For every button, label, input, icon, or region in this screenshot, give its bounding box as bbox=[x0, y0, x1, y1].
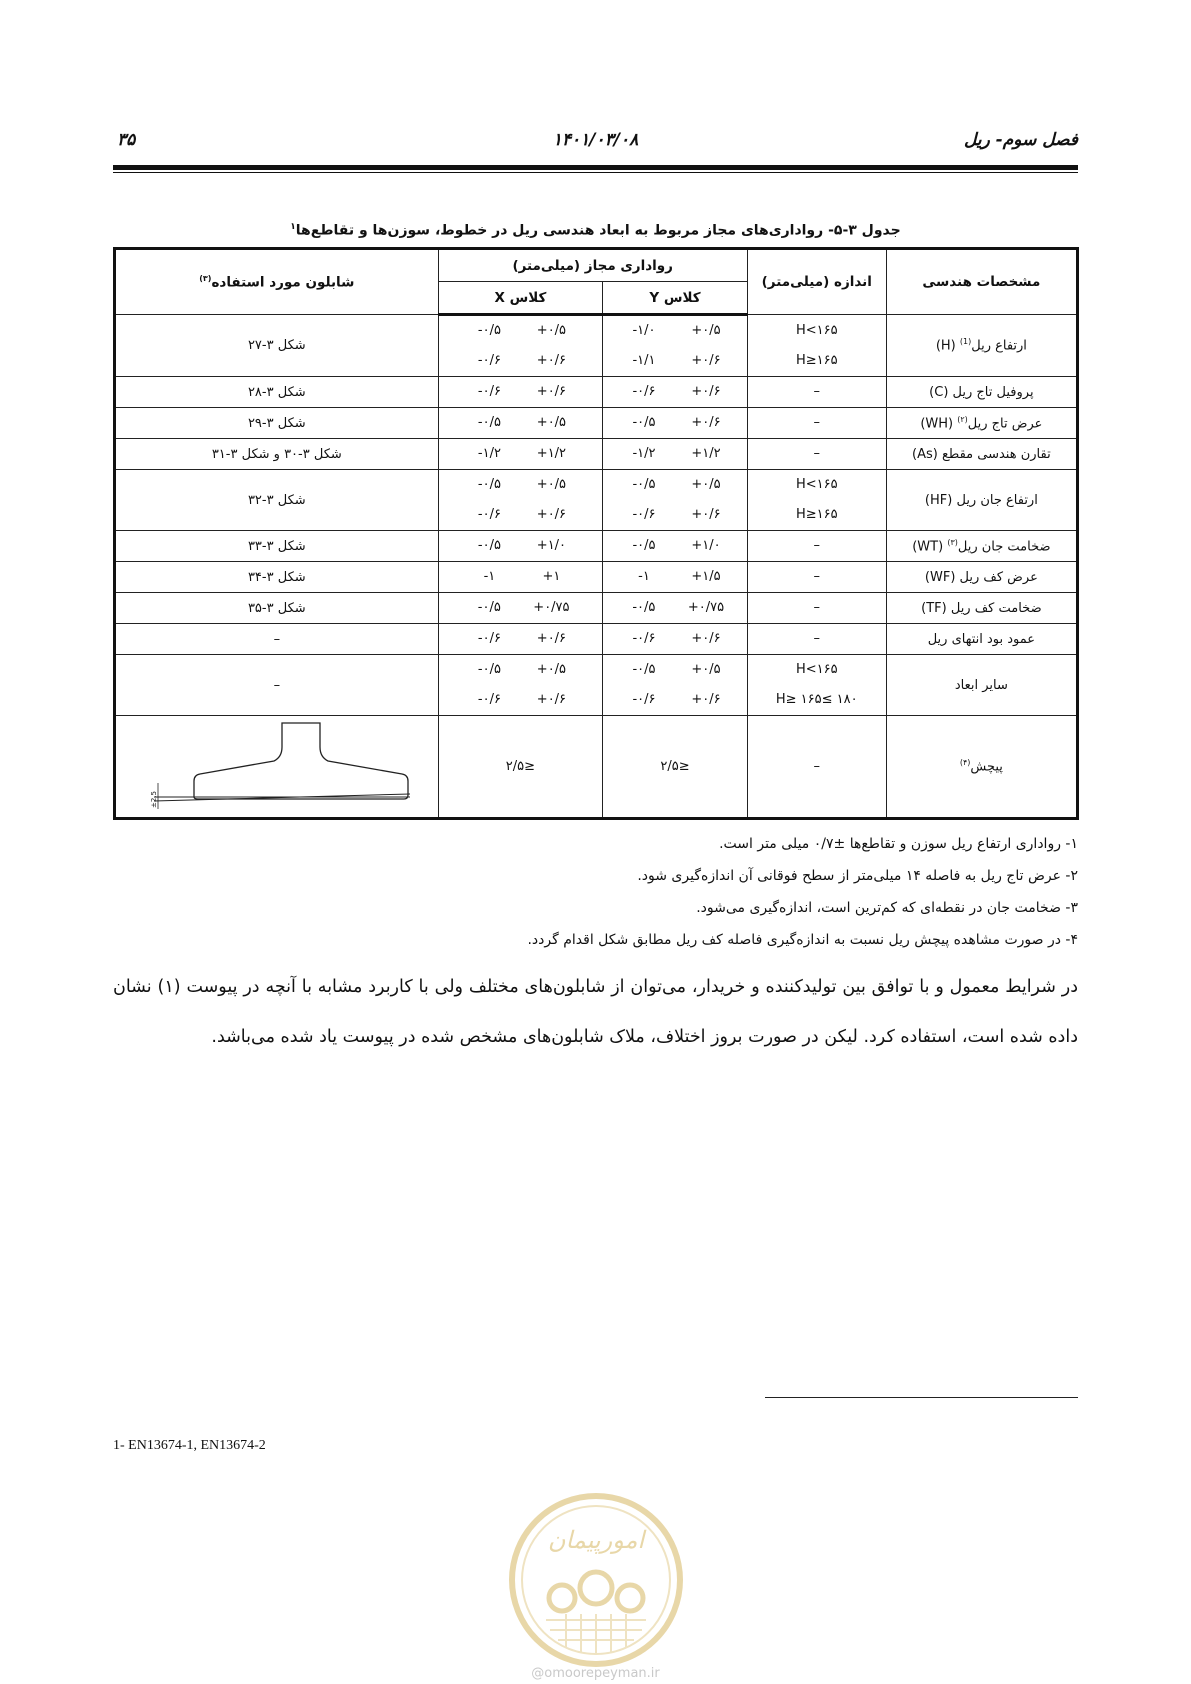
tolerance-line bbox=[439, 439, 603, 469]
property-name: پروفیل تاج ریل bbox=[952, 384, 1034, 400]
property-cell bbox=[886, 439, 1077, 470]
size-value: H≥۱۶۵ bbox=[795, 507, 838, 522]
tolerance-line bbox=[603, 593, 747, 623]
caption-text: جدول ۳-۵- رواداری‌های مجاز مربوط به ابعاد هندسی ریل در خطوط، سوزن‌ها و تقاطع‌ها bbox=[295, 222, 901, 239]
tolerance-class-x-cell bbox=[438, 655, 603, 716]
tolerance-class-y-cell bbox=[603, 655, 748, 716]
table-notes bbox=[113, 828, 1078, 956]
size-value: H<۱۶۵ bbox=[795, 477, 838, 492]
size-value: – bbox=[813, 569, 820, 584]
template-cell: شکل ۳-۳۴ bbox=[115, 562, 439, 593]
caption-footnote-ref: ۱ bbox=[290, 222, 296, 232]
tolerance-line bbox=[439, 377, 603, 407]
tolerance-minus: -۰/۵ bbox=[632, 415, 656, 430]
tolerance-class-y-cell bbox=[603, 408, 748, 439]
tolerance-line bbox=[439, 500, 603, 530]
template-cell: – bbox=[115, 624, 439, 655]
size-cell bbox=[747, 439, 886, 470]
property-name: عرض کف ریل bbox=[959, 569, 1038, 585]
property-cell bbox=[886, 408, 1077, 439]
tolerance-values bbox=[439, 562, 603, 592]
tolerance-values bbox=[603, 316, 747, 376]
tolerance-plus: +۰/۶ bbox=[536, 353, 567, 368]
size-values bbox=[748, 562, 886, 592]
size-value: – bbox=[813, 415, 820, 430]
tolerance-class-y-cell: ≤۲/۵ bbox=[603, 716, 748, 819]
size-values bbox=[748, 624, 886, 654]
tolerance-class-y-cell bbox=[603, 562, 748, 593]
tolerance-minus: -۰/۶ bbox=[477, 507, 501, 522]
tolerance-values bbox=[439, 316, 603, 376]
tolerance-plus: +۰/۵ bbox=[691, 323, 721, 338]
tolerance-class-y-cell bbox=[603, 377, 748, 408]
size-cell bbox=[747, 562, 886, 593]
property-cell bbox=[886, 655, 1077, 716]
tolerance-minus: -۰/۵ bbox=[477, 477, 501, 492]
header-template bbox=[115, 249, 439, 315]
tolerance-line bbox=[603, 439, 747, 469]
size-value: ۱۸۰ ≥H≥ ۱۶۵ bbox=[775, 692, 858, 707]
tolerance-line bbox=[603, 624, 747, 654]
table-body bbox=[115, 315, 1078, 819]
tolerance-line bbox=[439, 531, 603, 561]
size-values bbox=[748, 316, 886, 376]
size-cell bbox=[747, 377, 886, 408]
tolerance-plus: +۰/۶ bbox=[691, 353, 721, 368]
tolerance-line bbox=[603, 346, 747, 376]
property-cell bbox=[886, 470, 1077, 531]
size-cell bbox=[747, 531, 886, 562]
property-code: (WH) bbox=[920, 416, 954, 432]
tolerance-line bbox=[439, 685, 603, 715]
size-value: – bbox=[813, 538, 820, 553]
tolerance-class-y-cell bbox=[603, 531, 748, 562]
tolerance-minus: -۱/۲ bbox=[632, 446, 656, 461]
tolerance-minus: -۰/۶ bbox=[632, 507, 656, 522]
tolerance-minus: -۰/۵ bbox=[632, 662, 656, 677]
tolerance-minus: -۰/۶ bbox=[477, 353, 501, 368]
tolerance-minus: -۰/۵ bbox=[477, 323, 501, 338]
tolerance-plus: +۰/۶ bbox=[691, 507, 721, 522]
rail-twist-figure bbox=[134, 717, 419, 813]
property-name: ضخامت کف ریل bbox=[950, 600, 1042, 616]
tolerance-line bbox=[603, 408, 747, 438]
tolerance-minus: -۰/۵ bbox=[477, 600, 501, 615]
tolerance-plus: +۰/۶ bbox=[691, 631, 721, 646]
tolerance-class-x-cell bbox=[438, 377, 603, 408]
size-value: H<۱۶۵ bbox=[795, 322, 838, 338]
property-name: عرض تاج ریل bbox=[967, 416, 1043, 432]
table-row bbox=[115, 315, 1078, 377]
size-values bbox=[748, 593, 886, 623]
tolerance-class-x-cell: ≤۲/۵ bbox=[438, 716, 603, 819]
tolerance-class-x-cell bbox=[438, 470, 603, 531]
header-property: مشخصات هندسی bbox=[886, 249, 1077, 315]
property-ref: (۲) bbox=[957, 414, 968, 424]
page-header bbox=[113, 128, 1078, 158]
tolerance-values bbox=[439, 531, 603, 561]
tolerance-plus: +۰/۶ bbox=[691, 692, 721, 707]
tolerance-line bbox=[603, 562, 747, 592]
tolerance-minus: -۱/۱ bbox=[632, 353, 656, 368]
property-cell bbox=[886, 315, 1077, 377]
tolerance-line bbox=[603, 655, 747, 685]
tolerance-minus: -۰/۵ bbox=[632, 538, 656, 553]
watermark-logo bbox=[506, 1490, 686, 1670]
watermark-logo-text: امورپیمان bbox=[547, 1526, 645, 1554]
template-cell: شکل ۳-۳۳ bbox=[115, 531, 439, 562]
header-template-ref: (۳) bbox=[199, 273, 212, 283]
property-code: (As) bbox=[912, 446, 938, 462]
tolerance-class-x-cell bbox=[438, 562, 603, 593]
table-row bbox=[115, 593, 1078, 624]
tolerance-values bbox=[603, 408, 747, 438]
property-cell bbox=[886, 593, 1077, 624]
tolerance-class-y-cell bbox=[603, 593, 748, 624]
tolerance-values bbox=[439, 408, 603, 438]
property-cell bbox=[886, 624, 1077, 655]
tolerance-table bbox=[113, 247, 1079, 820]
tolerance-line bbox=[439, 624, 603, 654]
size-cell bbox=[747, 593, 886, 624]
tolerance-plus: +۰/۵ bbox=[691, 662, 721, 677]
property-name: سایر ابعاد bbox=[954, 677, 1008, 693]
tolerance-class-x-cell bbox=[438, 531, 603, 562]
tolerance-plus: +۱/۲ bbox=[691, 446, 721, 461]
tolerance-line bbox=[439, 655, 603, 685]
table-row bbox=[115, 624, 1078, 655]
size-cell bbox=[747, 408, 886, 439]
tolerance-values bbox=[439, 624, 603, 654]
header-rule-thin bbox=[113, 172, 1078, 173]
tolerance-minus: -۱ bbox=[638, 569, 650, 584]
property-name: ارتفاع جان ریل bbox=[956, 492, 1038, 508]
tolerance-minus: -۱/۰ bbox=[632, 323, 656, 338]
size-values bbox=[748, 377, 886, 407]
property-ref: (1) bbox=[959, 337, 972, 347]
template-cell: شکل ۳-۳۵ bbox=[115, 593, 439, 624]
tolerance-minus: -۱/۲ bbox=[477, 446, 501, 461]
size-cell bbox=[747, 315, 886, 377]
tolerance-line bbox=[603, 316, 747, 346]
size-value: – bbox=[813, 631, 820, 646]
tolerance-plus: +۱/۰ bbox=[536, 538, 567, 553]
tolerance-class-y-cell bbox=[603, 624, 748, 655]
size-value: – bbox=[813, 600, 820, 615]
table-caption bbox=[113, 222, 1078, 239]
tolerance-plus: +۰/۷۵ bbox=[687, 600, 725, 615]
tolerance-values bbox=[603, 439, 747, 469]
tolerance-minus: -۱ bbox=[483, 569, 496, 584]
size-value: H≥۱۶۵ bbox=[795, 352, 838, 368]
header-class-y: کلاس Y bbox=[603, 282, 748, 315]
note-item: ۴- در صورت مشاهده پیچش ریل نسبت به اندازه‌گیری فاصله کف ریل مطابق شکل اقدام گردد. bbox=[527, 932, 1078, 948]
note-item: ۱- رواداری ارتفاع ریل سوزن و تقاطع‌ها ±۰/۷ میلی متر است. bbox=[719, 836, 1078, 852]
size-value: – bbox=[813, 384, 820, 399]
tolerance-class-x-cell bbox=[438, 315, 603, 377]
page-number: ۳۵ bbox=[117, 130, 136, 150]
table-row-twist bbox=[115, 716, 1078, 819]
property-code: (TF) bbox=[921, 600, 947, 616]
property-code: (WT) bbox=[912, 539, 944, 555]
tolerance-values bbox=[439, 655, 603, 715]
tolerance-plus: +۰/۷۵ bbox=[533, 600, 570, 615]
tolerance-class-x-cell bbox=[438, 439, 603, 470]
tolerance-line bbox=[439, 562, 603, 592]
tolerance-plus: +۰/۶ bbox=[691, 415, 721, 430]
tolerance-values bbox=[603, 470, 747, 530]
template-cell: – bbox=[115, 655, 439, 716]
tolerance-class-x-cell bbox=[438, 408, 603, 439]
property-ref: (۳) bbox=[947, 537, 958, 547]
table-row bbox=[115, 562, 1078, 593]
table-row bbox=[115, 408, 1078, 439]
note-item: ۲- عرض تاج ریل به فاصله ۱۴ میلی‌متر از سطح فوقانی آن اندازه‌گیری شود. bbox=[637, 868, 1078, 884]
header-template-text: شابلون مورد استفاده bbox=[211, 274, 355, 291]
property-name: تقارن هندسی مقطع bbox=[942, 446, 1051, 462]
body-paragraph: در شرایط معمول و با توافق بین تولیدکننده و خریدار، می‌توان از شابلون‌های مختلف ولی با کاربرد مشابه با آنچه در پیوست (۱) نشان داده شده است، استفاده کرد. لیکن در صورت بروز اختلاف، ملاک شابلون‌های مشخص شده در پیوست یاد شده می‌باشد. bbox=[113, 977, 1078, 1047]
property-code: (HF) bbox=[924, 492, 953, 508]
tolerance-class-x-cell bbox=[438, 624, 603, 655]
size-value: H<۱۶۵ bbox=[795, 662, 838, 677]
tolerance-plus: +۰/۵ bbox=[536, 477, 567, 492]
tolerance-minus: -۰/۶ bbox=[632, 631, 656, 646]
header-tolerance: رواداری مجاز (میلی‌متر) bbox=[438, 249, 747, 282]
tolerance-class-x-cell bbox=[438, 593, 603, 624]
table-row bbox=[115, 470, 1078, 531]
tolerance-minus: -۰/۵ bbox=[632, 477, 656, 492]
tolerance-values bbox=[603, 593, 747, 623]
property-code: (WF) bbox=[924, 569, 956, 585]
tolerance-plus: +۰/۵ bbox=[536, 323, 567, 338]
template-figure-cell bbox=[115, 716, 439, 819]
header-rule-thick bbox=[113, 165, 1078, 170]
table-row bbox=[115, 655, 1078, 716]
property-name: عمود بود انتهای ریل bbox=[927, 631, 1036, 647]
tolerance-minus: -۰/۶ bbox=[477, 631, 501, 646]
tolerance-values bbox=[603, 624, 747, 654]
size-value: – bbox=[813, 446, 820, 461]
table-row bbox=[115, 377, 1078, 408]
note-item: ۳- ضخامت جان در نقطه‌ای که کم‌ترین است، اندازه‌گیری می‌شود. bbox=[696, 900, 1078, 916]
tolerance-line bbox=[603, 685, 747, 715]
tolerance-line bbox=[603, 377, 747, 407]
tolerance-class-y-cell bbox=[603, 315, 748, 377]
header-date: ۱۴۰۱/۰۳/۰۸ bbox=[552, 130, 639, 150]
tolerance-class-y-cell bbox=[603, 470, 748, 531]
tolerance-plus: +۱/۰ bbox=[691, 538, 721, 553]
tolerance-line bbox=[439, 316, 603, 346]
tolerance-line bbox=[439, 470, 603, 500]
property-code: (H) bbox=[935, 338, 956, 354]
twist-dimension-label: ±2.5 bbox=[150, 790, 159, 808]
header-class-x: کلاس X bbox=[438, 282, 603, 315]
size-cell: – bbox=[747, 716, 886, 819]
tolerance-plus: +۰/۵ bbox=[536, 662, 567, 677]
tolerance-plus: +۰/۵ bbox=[691, 477, 721, 492]
table-row bbox=[115, 439, 1078, 470]
tolerance-minus: -۰/۵ bbox=[632, 600, 656, 615]
tolerance-line bbox=[603, 470, 747, 500]
property-cell bbox=[886, 716, 1077, 819]
footnote-rule bbox=[765, 1397, 1078, 1398]
size-values bbox=[748, 439, 886, 469]
size-cell bbox=[747, 655, 886, 716]
property-code: (C) bbox=[929, 384, 949, 400]
size-cell bbox=[747, 470, 886, 531]
property-ref: (۴) bbox=[959, 758, 971, 768]
tolerance-values bbox=[603, 531, 747, 561]
tolerance-minus: -۰/۵ bbox=[477, 415, 501, 430]
tolerance-plus: +۰/۶ bbox=[536, 631, 567, 646]
tolerance-values bbox=[603, 562, 747, 592]
tolerance-line bbox=[439, 346, 603, 376]
property-cell bbox=[886, 377, 1077, 408]
size-values bbox=[748, 470, 886, 530]
property-name: پیچش bbox=[970, 759, 1003, 775]
size-cell bbox=[747, 624, 886, 655]
tolerance-minus: -۰/۶ bbox=[477, 692, 501, 707]
tolerance-plus: +۰/۶ bbox=[536, 507, 567, 522]
chapter-title: فصل سوم- ریل bbox=[963, 130, 1078, 150]
template-cell: شکل ۳-۲۹ bbox=[115, 408, 439, 439]
tolerance-plus: +۰/۶ bbox=[536, 692, 567, 707]
tolerance-values bbox=[439, 439, 603, 469]
tolerance-plus: +۰/۶ bbox=[691, 384, 721, 399]
tolerance-values bbox=[603, 655, 747, 715]
tolerance-plus: +۰/۶ bbox=[536, 384, 567, 399]
tolerance-minus: -۰/۵ bbox=[477, 538, 501, 553]
tolerance-values bbox=[439, 593, 603, 623]
watermark-url: @omoorepeyman.ir bbox=[531, 1666, 660, 1681]
size-values bbox=[748, 408, 886, 438]
tolerance-plus: +۰/۵ bbox=[536, 415, 567, 430]
size-values bbox=[748, 531, 886, 561]
tolerance-values bbox=[439, 470, 603, 530]
tolerance-line bbox=[603, 500, 747, 530]
tolerance-line bbox=[603, 531, 747, 561]
tolerance-plus: +۱ bbox=[542, 569, 561, 584]
tolerance-values bbox=[603, 377, 747, 407]
tolerance-minus: -۰/۶ bbox=[632, 692, 656, 707]
tolerance-values bbox=[439, 377, 603, 407]
template-cell: شکل ۳-۲۸ bbox=[115, 377, 439, 408]
template-cell: شکل ۳-۳۲ bbox=[115, 470, 439, 531]
tolerance-plus: +۱/۲ bbox=[536, 446, 567, 461]
property-name: ارتفاع ریل bbox=[971, 338, 1027, 354]
header-size: اندازه (میلی‌متر) bbox=[747, 249, 886, 315]
property-cell bbox=[886, 562, 1077, 593]
footnote: 1- EN13674-1, EN13674-2 bbox=[113, 1438, 266, 1453]
template-cell: شکل ۳-۳۰ و شکل ۳-۳۱ bbox=[115, 439, 439, 470]
property-cell bbox=[886, 531, 1077, 562]
size-values bbox=[748, 655, 886, 715]
property-name: ضخامت جان ریل bbox=[957, 539, 1051, 555]
tolerance-minus: -۰/۶ bbox=[477, 384, 501, 399]
template-cell: شکل ۳-۲۷ bbox=[115, 315, 439, 377]
tolerance-minus: -۰/۶ bbox=[632, 384, 656, 399]
tolerance-plus: +۱/۵ bbox=[691, 569, 721, 584]
tolerance-line bbox=[439, 593, 603, 623]
tolerance-line bbox=[439, 408, 603, 438]
tolerance-class-y-cell bbox=[603, 439, 748, 470]
tolerance-minus: -۰/۵ bbox=[477, 662, 501, 677]
table-row bbox=[115, 531, 1078, 562]
